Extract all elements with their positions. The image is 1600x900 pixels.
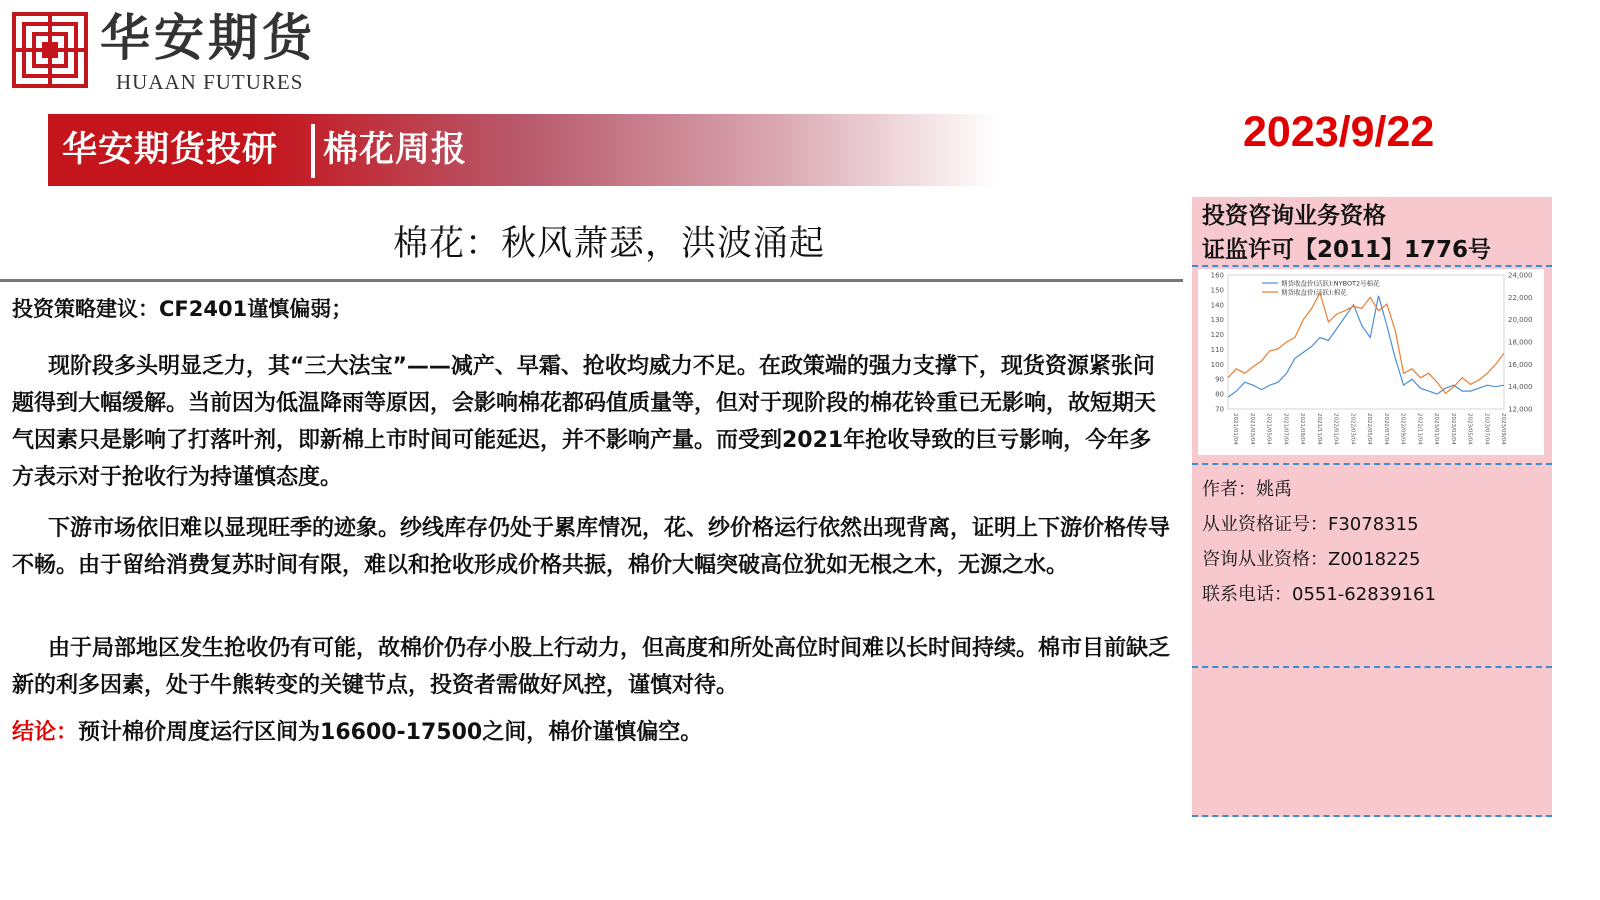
y-right-tick-label: 22,000 bbox=[1508, 293, 1533, 302]
x-tick-label: 2023/07/04 bbox=[1483, 413, 1490, 445]
dashed-divider bbox=[1192, 815, 1552, 817]
dashed-divider bbox=[1192, 666, 1552, 668]
strategy-recommendation: 投资策略建议：CF2401谨慎偏弱； bbox=[12, 297, 353, 321]
chart-plot-frame bbox=[1228, 275, 1504, 409]
y-left-tick-label: 110 bbox=[1210, 345, 1224, 354]
license-number: 从业资格证号：F3078315 bbox=[1202, 514, 1419, 535]
report-date: 2023/9/22 bbox=[1243, 108, 1435, 156]
y-left-tick-label: 70 bbox=[1215, 405, 1224, 414]
logo-name-en: HUAAN FUTURES bbox=[116, 70, 304, 94]
x-tick-label: 2023/09/04 bbox=[1500, 413, 1506, 445]
x-tick-label: 2021/07/04 bbox=[1282, 413, 1289, 445]
x-tick-label: 2021/09/04 bbox=[1299, 413, 1305, 445]
banner-report-title: 棉花周报 bbox=[323, 130, 468, 170]
x-tick-label: 2022/03/04 bbox=[1349, 413, 1356, 445]
x-tick-label: 2022/05/04 bbox=[1366, 413, 1372, 445]
banner-divider bbox=[311, 124, 315, 178]
qualification-license: 证监许可【2011】1776号 bbox=[1202, 237, 1492, 263]
qualification-title: 投资咨询业务资格 bbox=[1202, 203, 1386, 229]
x-tick-label: 2023/05/04 bbox=[1466, 413, 1473, 445]
contact-phone: 联系电话：0551-62839161 bbox=[1202, 584, 1436, 605]
dashed-divider bbox=[1192, 265, 1552, 267]
price-chart-svg bbox=[1198, 269, 1544, 455]
analysis-paragraph: 下游市场依旧难以显现旺季的迹象。纱线库存仍处于累库情况，花、纱价格运行依然出现背离，证明上下游价格传导不畅。由于留给消费复苏时间有限，难以和抢收形成价格共振，棉价大幅突破高位犹如无根之木，无源之水。 bbox=[12, 516, 1171, 578]
side-panel bbox=[1192, 197, 1552, 817]
consulting-license: 咨询从业资格：Z0018225 bbox=[1202, 549, 1421, 570]
x-tick-label: 2023/03/04 bbox=[1449, 413, 1456, 445]
huaan-logo-mark bbox=[12, 12, 88, 88]
x-tick-label: 2021/01/04 bbox=[1232, 413, 1238, 445]
x-tick-label: 2022/09/04 bbox=[1399, 413, 1406, 445]
page-title: 棉花：秋风萧瑟，洪波涌起 bbox=[392, 224, 825, 264]
x-tick-label: 2022/07/04 bbox=[1382, 413, 1389, 445]
x-tick-label: 2021/11/04 bbox=[1315, 413, 1322, 445]
y-left-tick-label: 80 bbox=[1215, 390, 1224, 399]
logo-name-cn: 华安期货 bbox=[100, 8, 316, 67]
analysis-paragraph: 现阶段多头明显乏力，其“三大法宝”——减产、早霜、抢收均威力不足。在政策端的强力支撑下，现货资源紧张问题得到大幅缓解。当前因为低温降雨等原因，会影响棉花都码值质量等，但对于现阶段的棉花铃重已无影响，故短期天气因素只是影响了打落叶剂，即新棉上市时间可能延迟，并不影响产量。而受到2021年抢收导致的巨亏影响，今年多方表示对于抢收行为持谨慎态度。 bbox=[12, 354, 1157, 490]
x-tick-label: 2023/01/04 bbox=[1433, 413, 1439, 445]
x-tick-label: 2021/03/04 bbox=[1248, 413, 1255, 445]
y-left-tick-label: 140 bbox=[1210, 301, 1224, 310]
author: 作者：姚禹 bbox=[1202, 479, 1292, 500]
y-left-tick-label: 120 bbox=[1210, 331, 1224, 340]
x-tick-label: 2021/05/04 bbox=[1265, 413, 1272, 445]
y-right-tick-label: 24,000 bbox=[1508, 271, 1533, 280]
y-left-tick-label: 150 bbox=[1210, 286, 1224, 295]
series-line-1 bbox=[1228, 296, 1504, 397]
conclusion bbox=[12, 715, 702, 746]
series-line-2 bbox=[1228, 293, 1504, 394]
banner-brand: 华安期货投研 bbox=[62, 130, 279, 170]
y-right-tick-label: 16,000 bbox=[1508, 360, 1533, 369]
dashed-divider bbox=[1192, 463, 1552, 465]
title-banner bbox=[48, 114, 1000, 186]
y-left-tick-label: 90 bbox=[1215, 375, 1224, 384]
x-tick-label: 2022/01/04 bbox=[1332, 413, 1339, 445]
conclusion-text: 预计棉价周度运行区间为16600-17500之间，棉价谨慎偏空。 bbox=[78, 720, 703, 745]
y-left-tick-label: 130 bbox=[1210, 316, 1224, 325]
analysis-paragraph: 由于局部地区发生抢收仍有可能，故棉价仍存小股上行动力，但高度和所处高位时间难以长时间持续。棉市目前缺乏新的利多因素，处于牛熊转变的关键节点，投资者需做好风控，谨慎对待。 bbox=[12, 636, 1171, 698]
y-right-tick-label: 20,000 bbox=[1508, 316, 1533, 325]
legend-label-2: 期货收盘价(活跃):棉花 bbox=[1281, 288, 1347, 297]
conclusion-label: 结论： bbox=[12, 720, 79, 745]
x-tick-label: 2022/11/04 bbox=[1416, 413, 1423, 445]
legend-label-1: 期货收盘价(活跃):NYBOT2号棉花 bbox=[1281, 279, 1380, 288]
y-left-tick-label: 100 bbox=[1210, 360, 1224, 369]
price-chart bbox=[1198, 269, 1544, 455]
y-right-tick-label: 18,000 bbox=[1508, 338, 1533, 347]
y-right-tick-label: 14,000 bbox=[1508, 383, 1533, 392]
y-right-tick-label: 12,000 bbox=[1508, 405, 1533, 414]
title-divider bbox=[0, 279, 1183, 282]
y-left-tick-label: 160 bbox=[1210, 271, 1224, 280]
